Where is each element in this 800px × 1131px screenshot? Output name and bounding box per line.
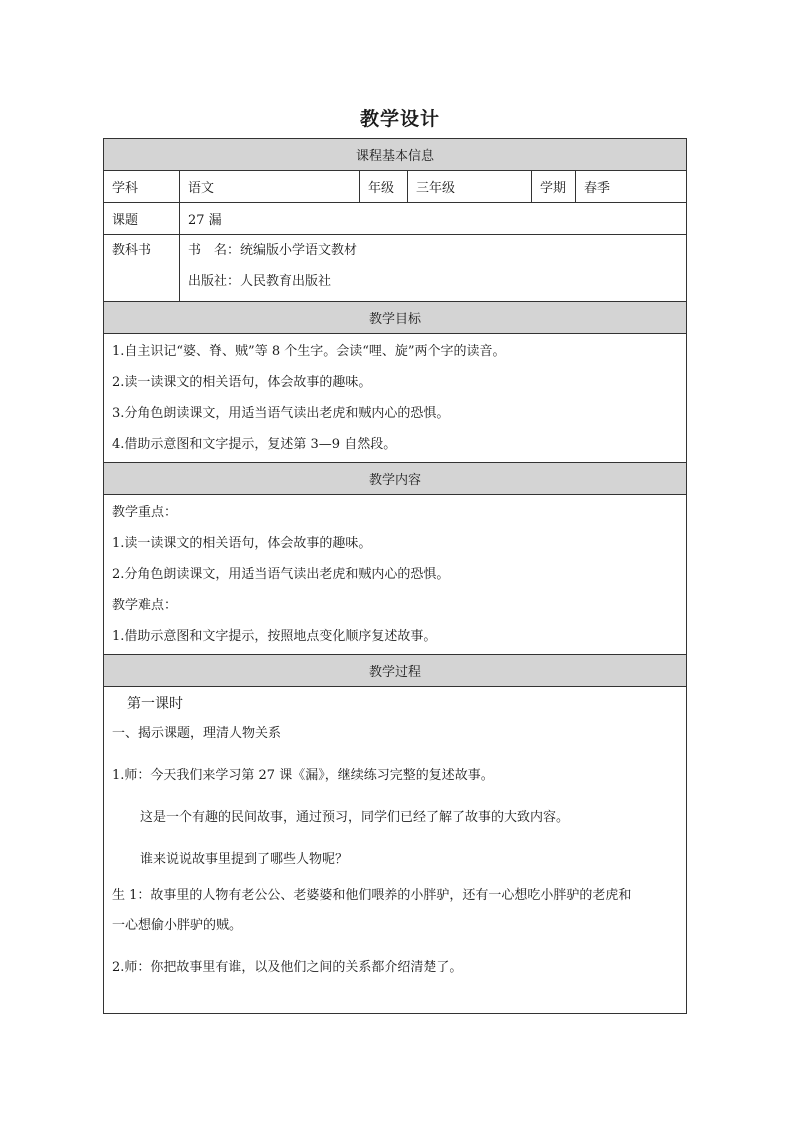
grade-value: 三年级	[408, 171, 532, 203]
topic-value: 27 漏	[180, 203, 687, 235]
process-paragraph: 2.师：你把故事里有谁，以及他们之间的关系都介绍清楚了。	[112, 960, 463, 975]
textbook-publisher: 出版社：人民教育出版社	[188, 274, 332, 289]
process-step-heading: 一、揭示课题，理清人物关系	[112, 726, 282, 741]
section-basic-info: 课程基本信息	[104, 139, 687, 171]
goal-item: 2.读一读课文的相关语句，体会故事的趣味。	[112, 375, 372, 390]
key-point-item: 2.分角色朗读课文，用适当语气读出老虎和贼内心的恐惧。	[112, 567, 450, 582]
section-process: 教学过程	[104, 655, 687, 687]
process-paragraph: 一心想偷小胖驴的贼。	[112, 918, 243, 933]
subject-label: 学科	[104, 171, 180, 203]
textbook-name: 书 名：统编版小学语文教材	[188, 243, 358, 258]
goal-item: 4.借助示意图和文字提示，复述第 3—9 自然段。	[112, 437, 397, 452]
goal-item: 1.自主识记“婆、脊、贼”等 8 个生字。会读“哩、旋”两个字的读音。	[112, 344, 506, 359]
term-value: 春季	[576, 171, 687, 203]
goal-item: 3.分角色朗读课文，用适当语气读出老虎和贼内心的恐惧。	[112, 406, 450, 421]
difficult-points-label: 教学难点：	[112, 598, 178, 613]
process-paragraph: 这是一个有趣的民间故事，通过预习，同学们已经了解了故事的大致内容。	[140, 810, 570, 825]
key-point-item: 1.读一读课文的相关语句，体会故事的趣味。	[112, 536, 372, 551]
key-points-label: 教学重点：	[112, 505, 178, 520]
subject-value: 语文	[180, 171, 360, 203]
lesson-plan-table	[103, 138, 687, 1014]
term-label: 学期	[532, 171, 576, 203]
grade-label: 年级	[360, 171, 408, 203]
topic-label: 课题	[104, 203, 180, 235]
process-paragraph: 1.师：今天我们来学习第 27 课《漏》，继续练习完整的复述故事。	[112, 768, 494, 783]
process-paragraph: 生 1：故事里的人物有老公公、老婆婆和他们喂养的小胖驴，还有一心想吃小胖驴的老虎和	[112, 888, 632, 903]
section-goals: 教学目标	[104, 302, 687, 334]
difficult-point-item: 1.借助示意图和文字提示，按照地点变化顺序复述故事。	[112, 629, 437, 644]
process-paragraph: 谁来说说故事里提到了哪些人物呢？	[140, 852, 349, 867]
section-content: 教学内容	[104, 463, 687, 495]
lesson-title: 第一课时	[127, 696, 183, 712]
textbook-label: 教科书	[112, 243, 152, 258]
page-title: 教学设计	[359, 108, 440, 130]
